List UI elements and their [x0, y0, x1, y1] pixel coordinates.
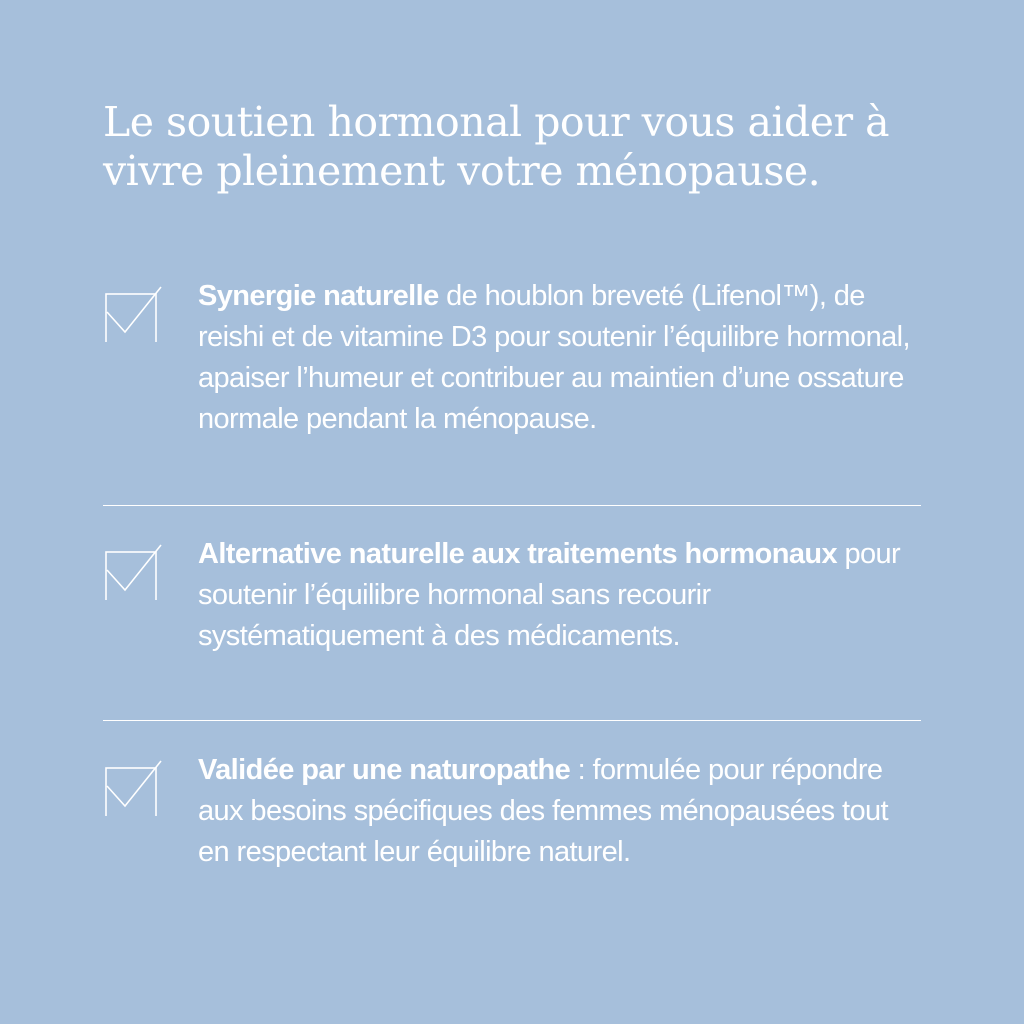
benefit-text: [198, 534, 918, 657]
checkbox-checked-icon: [103, 540, 163, 600]
divider: [103, 720, 921, 721]
checkbox-checked-icon: [103, 282, 163, 342]
benefit-highlight: Validée par une naturopathe: [198, 754, 571, 786]
benefit-text: [198, 750, 918, 873]
benefit-description: de houblon breveté (Lifenol™), de reishi et de vitamine D3 pour soutenir l’équilibre hormonal, apaiser l’humeur et contribuer au maintien d’une ossature normale pendant la ménopause.: [198, 280, 910, 435]
headline: [103, 98, 943, 196]
benefit-text: [198, 276, 918, 440]
headline-line-2: vivre pleinement votre ménopause.: [103, 147, 821, 195]
benefit-highlight: Synergie naturelle: [198, 280, 439, 312]
benefit-description: : formulée pour répondre aux besoins spécifiques des femmes ménopausées tout en respectant leur équilibre naturel.: [198, 754, 888, 868]
benefit-description: pour soutenir l’équilibre hormonal sans recourir systématiquement à des médicaments.: [198, 538, 901, 652]
benefit-highlight: Alternative naturelle aux traitements hormonaux: [198, 538, 837, 570]
divider: [103, 505, 921, 506]
checkbox-checked-icon: [103, 756, 163, 816]
headline-line-1: Le soutien hormonal pour vous aider à: [103, 98, 890, 146]
